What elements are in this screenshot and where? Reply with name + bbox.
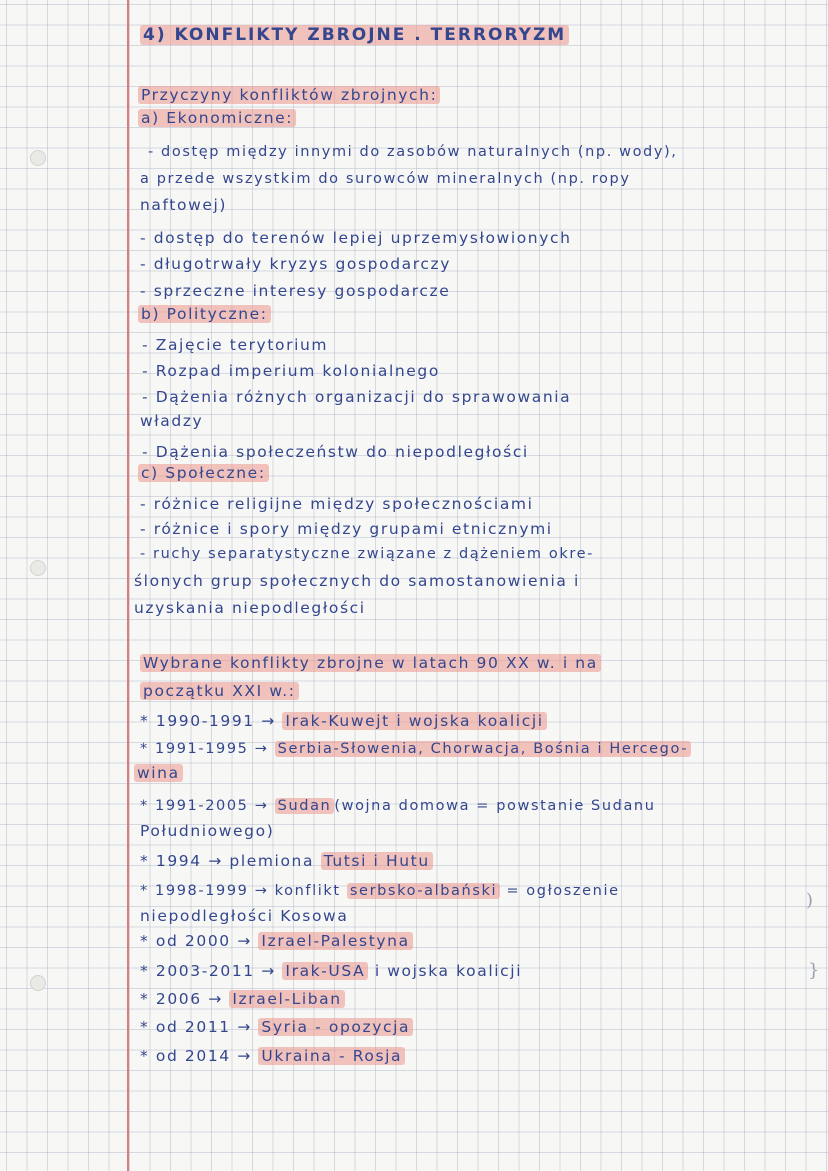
conflict-item: * od 2000 → Izrael-Palestyna bbox=[140, 930, 413, 952]
economic-line: - długotrwały kryzys gospodarczy bbox=[140, 255, 451, 273]
political-label: b) Polityczne: bbox=[138, 303, 271, 325]
conflicts-heading: Wybrane konflikty zbrojne w latach 90 XX w. i na bbox=[140, 652, 601, 674]
political-line: władzy bbox=[140, 412, 204, 430]
conflict-item-cont: Południowego) bbox=[140, 822, 275, 840]
conflict-item-cont: wina bbox=[134, 762, 183, 784]
conflict-item: * 2003-2011 → Irak-USA i wojska koalicji bbox=[140, 962, 523, 980]
economic-line: - sprzeczne interesy gospodarcze bbox=[140, 282, 451, 300]
causes-heading: Przyczyny konfliktów zbrojnych: bbox=[138, 84, 440, 106]
margin-line bbox=[127, 0, 129, 1171]
conflict-item: * 1994 → plemiona Tutsi i Hutu bbox=[140, 850, 433, 872]
conflict-item: * od 2011 → Syria - opozycja bbox=[140, 1016, 413, 1038]
economic-label: a) Ekonomiczne: bbox=[138, 107, 296, 129]
economic-line: - dostęp do terenów lepiej uprzemysłowionych bbox=[140, 229, 572, 247]
conflict-item: * 2006 → Izrael-Liban bbox=[140, 988, 345, 1010]
binder-hole bbox=[30, 150, 46, 166]
social-line: - różnice religijne między społecznościami bbox=[140, 495, 534, 513]
binder-hole bbox=[30, 975, 46, 991]
page-curl-mark: } bbox=[808, 960, 820, 981]
social-line: - różnice i spory między grupami etnicznymi bbox=[140, 520, 553, 538]
conflict-item: * 1991-1995 → Serbia-Słowenia, Chorwacja, Bośnia i Hercego- bbox=[140, 738, 691, 760]
conflict-item: * 1998-1999 → konflikt serbsko-albański = ogłoszenie bbox=[140, 883, 620, 899]
conflict-item: * 1991-2005 → Sudan (wojna domowa = powstanie Sudanu bbox=[140, 798, 656, 814]
economic-line: a przede wszystkim do surowców mineralnych (np. ropy bbox=[140, 171, 631, 187]
political-line: - Zajęcie terytorium bbox=[142, 336, 329, 354]
conflict-item: * od 2014 → Ukraina - Rosja bbox=[140, 1045, 405, 1067]
political-line: - Rozpad imperium kolonialnego bbox=[142, 362, 440, 380]
page-title: 4) KONFLIKTY ZBROJNE . TERRORYZM bbox=[140, 24, 569, 46]
conflict-item-cont: niepodległości Kosowa bbox=[140, 907, 349, 925]
political-line: - Dążenia różnych organizacji do sprawowania bbox=[142, 388, 572, 406]
social-line: - ruchy separatystyczne związane z dążeniem okre- bbox=[140, 546, 594, 562]
economic-line: - dostęp między innymi do zasobów naturalnych (np. wody), bbox=[148, 144, 678, 160]
conflict-item: * 1990-1991 → Irak-Kuwejt i wojska koalicji bbox=[140, 710, 547, 732]
binder-hole bbox=[30, 560, 46, 576]
page-curl-mark: ) bbox=[806, 890, 814, 911]
political-line: - Dążenia społeczeństw do niepodległości bbox=[142, 443, 529, 461]
social-label: c) Społeczne: bbox=[138, 462, 269, 484]
conflicts-heading: początku XXI w.: bbox=[140, 680, 299, 702]
social-line: ślonych grup społecznych do samostanowienia i bbox=[134, 572, 580, 590]
social-line: uzyskania niepodległości bbox=[134, 599, 366, 617]
economic-line: naftowej) bbox=[140, 196, 228, 214]
